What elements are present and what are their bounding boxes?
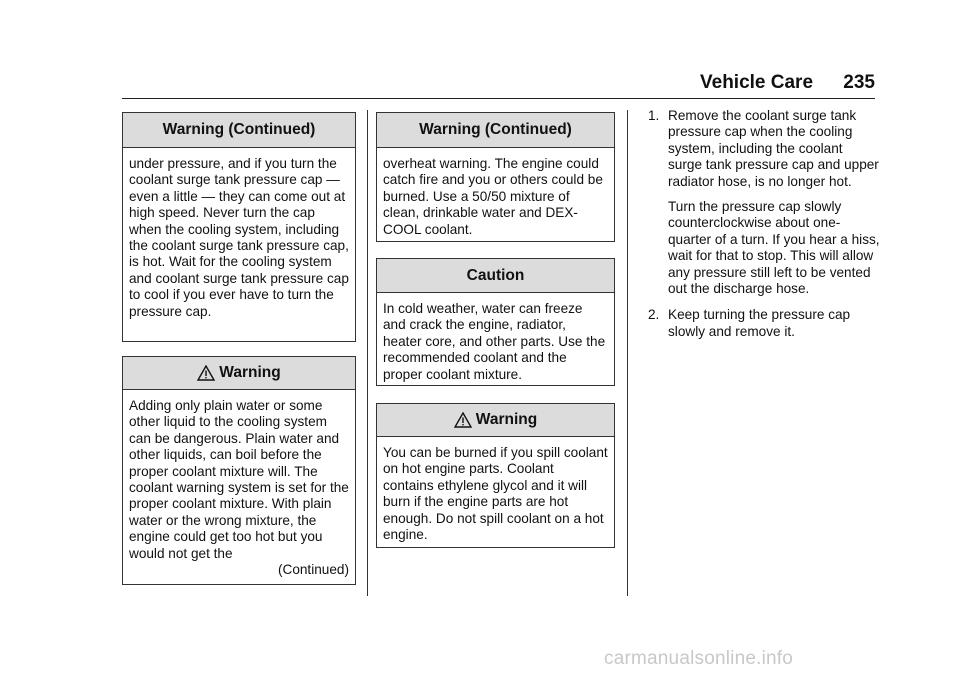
- procedure-steps: [648, 108, 880, 350]
- warning-continued-box-2: [376, 112, 615, 242]
- box-heading: [123, 357, 355, 390]
- box-text: You can be burned if you spill coolant on hot engine parts. Coolant contains ethylene glycol and it will burn if the engine parts are hot enough. Do not spill coolant on a hot engine.: [383, 445, 608, 543]
- step-number: 1.: [648, 108, 660, 123]
- box-heading: Caution: [377, 259, 614, 293]
- column-divider-1: [367, 110, 368, 596]
- watermark: carmanualsonline.info: [604, 648, 794, 669]
- step-item: [648, 108, 880, 297]
- box-heading: Warning (Continued): [123, 113, 355, 148]
- continued-label: (Continued): [277, 562, 349, 578]
- step-text: Keep turning the pressure cap slowly and remove it.: [668, 307, 851, 339]
- step-number: 2.: [648, 307, 660, 323]
- warning-box-burn: [376, 403, 615, 548]
- box-text: Adding only plain water or some other liquid to the cooling system can be dangerous. Plain water and other liquids, can boil before the proper coolant mixture will. The coolant warning system is set for the proper coolant mixture. With plain water or the wrong mixture, the engine could get too hot but you would not get the: [129, 398, 349, 561]
- step-item: [648, 307, 880, 340]
- box-body: [377, 437, 614, 549]
- warning-continued-box-1: [122, 112, 356, 342]
- page-header: [700, 72, 875, 96]
- section-title: Vehicle Care: [700, 72, 814, 93]
- box-body: [123, 148, 355, 326]
- box-text: overheat warning. The engine could catch fire and you or others could be burned. Use a 50/50 mixture of clean, drinkable water and DEX-COOL coolant.: [383, 156, 603, 237]
- box-heading: Warning (Continued): [377, 113, 614, 148]
- box-text: In cold weather, water can freeze and crack the engine, radiator, heater core, and other parts. Use the recommended coolant and the proper coolant mixture.: [383, 301, 606, 382]
- page-number: 235: [843, 72, 875, 93]
- step-text-continued: Turn the pressure cap slowly counterclockwise about one-quarter of a turn. If you hear a hiss, wait for that to stop. This will allow any pressure still left to be vented out the discharge hose.: [668, 199, 880, 297]
- column-divider-2: [627, 110, 628, 596]
- warning-triangle-icon: [454, 412, 472, 428]
- box-title: Warning: [219, 364, 281, 381]
- box-text: under pressure, and if you turn the coolant surge tank pressure cap — even a little — they can come out at high speed. Never turn the cap when the cooling system, including the coolant surge tank pressure cap, is hot. Wait for the cooling system and coolant surge tank pressure cap to cool if you ever have to turn the pressure cap.: [129, 156, 349, 319]
- box-body: [377, 148, 614, 244]
- box-title: Warning: [475, 411, 538, 428]
- warning-triangle-icon: [197, 365, 215, 381]
- box-body: [377, 293, 614, 389]
- warning-box-plain-water: [122, 356, 356, 585]
- box-body: [123, 390, 355, 584]
- step-text: Remove the coolant surge tank pressure cap when the cooling system, including the coolant surge tank pressure cap and upper radiator hose, is no longer hot.: [668, 108, 879, 189]
- box-heading: [377, 404, 614, 437]
- caution-box: [376, 258, 615, 386]
- header-rule: [122, 98, 875, 99]
